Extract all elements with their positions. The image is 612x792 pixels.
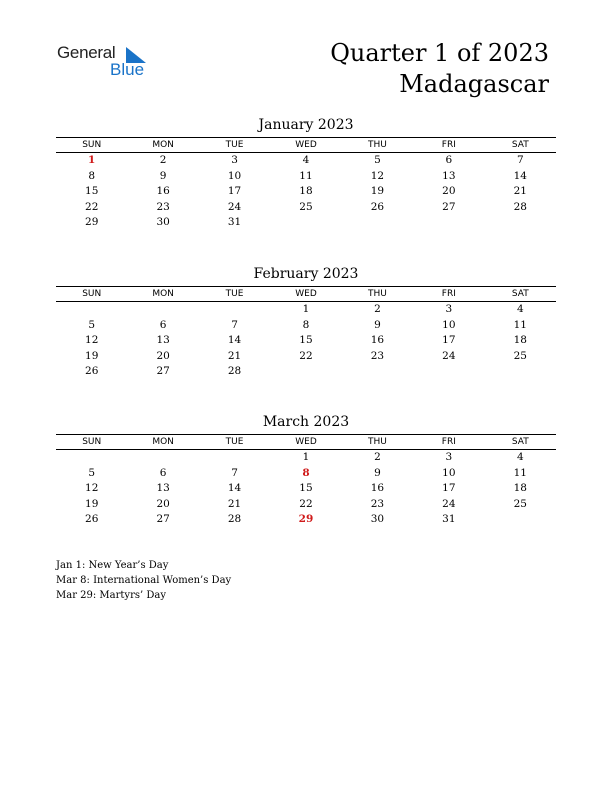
empty-day-cell [270, 215, 341, 231]
month-title: January 2023 [258, 117, 354, 133]
calendar-grid [56, 286, 556, 380]
day-cell: 13 [156, 334, 170, 346]
weekday-label-wed: WED [295, 140, 317, 150]
week-row [56, 364, 556, 380]
day-cell: 5 [88, 466, 96, 479]
day-cell: 17 [442, 482, 456, 494]
month-february [56, 265, 556, 380]
holiday-note: Mar 8: International Women’s Day [56, 575, 232, 586]
day-cell: 7 [231, 318, 238, 331]
weekday-label-sat: SAT [511, 289, 529, 299]
weeks-container [56, 302, 556, 380]
weekday-label-mon: MON [152, 289, 174, 299]
weekday-label-mon: MON [152, 140, 174, 150]
weekday-label-tue: TUE [225, 437, 244, 447]
day-cell: 17 [227, 185, 242, 197]
week-row [56, 349, 556, 365]
logo-text-general: General [57, 43, 116, 62]
weekday-label-fri: FRI [441, 289, 456, 299]
calendar-grid [56, 434, 556, 528]
month-title: February 2023 [253, 266, 359, 282]
day-cell: 9 [374, 318, 381, 331]
day-cell: 6 [445, 154, 453, 166]
day-cell: 9 [374, 466, 381, 479]
day-cell: 24 [442, 497, 456, 510]
day-cell: 3 [231, 154, 238, 166]
week-row [56, 200, 556, 216]
week-row [56, 466, 556, 482]
holiday-note: Mar 29: Martyrs’ Day [56, 590, 166, 601]
day-cell: 21 [227, 497, 242, 510]
holiday-day-cell: 8 [302, 466, 310, 479]
day-cell: 8 [302, 318, 310, 331]
day-cell: 23 [156, 200, 170, 213]
day-cell: 18 [513, 334, 527, 346]
day-cell: 20 [156, 349, 170, 362]
week-row [56, 169, 556, 185]
day-cell: 16 [156, 185, 170, 197]
weekday-header [56, 287, 556, 302]
weekday-label-sat: SAT [511, 140, 529, 150]
day-cell: 23 [370, 497, 385, 510]
day-cell: 13 [442, 169, 456, 182]
week-row [56, 512, 556, 528]
page-title [330, 38, 549, 100]
weekday-label-thu: THU [367, 140, 387, 150]
day-cell: 26 [85, 513, 99, 525]
logo-text-blue: Blue [110, 60, 145, 79]
day-cell: 16 [370, 482, 385, 494]
empty-day-cell [56, 450, 127, 466]
week-row [56, 333, 556, 349]
weeks-container [56, 153, 556, 231]
holiday-day-cell: 29 [298, 513, 314, 525]
day-cell: 27 [442, 200, 456, 213]
day-cell: 24 [442, 349, 456, 362]
day-cell: 5 [88, 318, 96, 331]
day-cell: 8 [88, 169, 96, 182]
day-cell: 16 [370, 334, 385, 346]
week-row [56, 184, 556, 200]
month-march [56, 413, 556, 528]
title-quarter: Quarter 1 of 2023 [330, 39, 549, 67]
day-cell: 4 [302, 154, 310, 166]
month-title: March 2023 [262, 414, 350, 430]
day-cell: 25 [299, 200, 313, 213]
week-row [56, 153, 556, 169]
day-cell: 13 [156, 482, 170, 494]
day-cell: 24 [227, 200, 242, 213]
day-cell: 20 [156, 497, 170, 510]
title-country: Madagascar [399, 70, 549, 98]
weekday-label-thu: THU [367, 437, 387, 447]
empty-day-cell [199, 450, 270, 466]
empty-day-cell [342, 364, 413, 380]
weekday-label-wed: WED [295, 289, 317, 299]
day-cell: 21 [227, 349, 242, 362]
day-cell: 2 [159, 154, 167, 166]
day-cell: 14 [227, 482, 242, 494]
day-cell: 22 [85, 200, 99, 213]
empty-day-cell [413, 215, 484, 231]
empty-day-cell [56, 302, 127, 318]
empty-day-cell [413, 364, 484, 380]
day-cell: 29 [85, 216, 99, 228]
day-cell: 3 [445, 303, 453, 315]
weekday-header [56, 138, 556, 153]
day-cell: 11 [513, 466, 527, 479]
day-cell: 1 [302, 303, 310, 315]
day-cell: 12 [85, 334, 99, 346]
weekday-label-mon: MON [152, 437, 174, 447]
day-cell: 22 [299, 349, 313, 362]
day-cell: 25 [513, 497, 527, 510]
day-cell: 15 [85, 185, 99, 197]
day-cell: 25 [513, 349, 527, 362]
empty-day-cell [270, 364, 341, 380]
day-cell: 31 [442, 513, 456, 525]
day-cell: 7 [231, 466, 238, 479]
weekday-label-sun: SUN [82, 289, 102, 299]
day-cell: 4 [516, 451, 524, 463]
generalblue-logo [57, 43, 157, 83]
day-cell: 21 [513, 185, 527, 197]
day-cell: 15 [299, 482, 313, 494]
weekday-label-fri: FRI [441, 437, 456, 447]
day-cell: 11 [299, 169, 313, 182]
day-cell: 26 [85, 365, 99, 377]
week-row [56, 215, 556, 231]
day-cell: 20 [442, 185, 456, 197]
week-row [56, 497, 556, 513]
weeks-container [56, 450, 556, 528]
day-cell: 10 [227, 169, 242, 182]
empty-day-cell [127, 450, 198, 466]
empty-day-cell [199, 302, 270, 318]
day-cell: 26 [370, 200, 385, 213]
day-cell: 19 [85, 497, 99, 510]
weekday-label-fri: FRI [441, 140, 456, 150]
day-cell: 17 [442, 334, 456, 346]
day-cell: 6 [159, 318, 167, 331]
weekday-label-wed: WED [295, 437, 317, 447]
day-cell: 28 [513, 200, 527, 213]
weekday-label-sat: SAT [511, 437, 529, 447]
day-cell: 19 [85, 349, 99, 362]
day-cell: 4 [516, 303, 524, 315]
empty-day-cell [485, 512, 556, 528]
day-cell: 10 [442, 318, 456, 331]
weekday-label-sun: SUN [82, 140, 102, 150]
day-cell: 12 [370, 169, 385, 182]
day-cell: 1 [302, 451, 310, 463]
day-cell: 15 [299, 334, 313, 346]
day-cell: 27 [156, 365, 170, 377]
day-cell: 6 [159, 466, 167, 479]
day-cell: 2 [374, 303, 381, 315]
day-cell: 11 [513, 318, 527, 331]
day-cell: 19 [370, 185, 385, 197]
week-row [56, 450, 556, 466]
holiday-notes [56, 558, 231, 603]
weekday-label-tue: TUE [225, 140, 244, 150]
day-cell: 27 [156, 513, 170, 525]
day-cell: 10 [442, 466, 456, 479]
week-row [56, 481, 556, 497]
calendar-grid [56, 137, 556, 231]
day-cell: 30 [370, 513, 385, 525]
week-row [56, 302, 556, 318]
weekday-label-sun: SUN [82, 437, 102, 447]
holiday-note: Jan 1: New Year’s Day [56, 560, 169, 571]
day-cell: 3 [445, 451, 453, 463]
day-cell: 14 [513, 169, 527, 182]
day-cell: 23 [370, 349, 385, 362]
day-cell: 18 [513, 482, 527, 494]
day-cell: 7 [516, 154, 524, 166]
day-cell: 22 [299, 497, 313, 510]
day-cell: 14 [227, 334, 242, 346]
weekday-label-tue: TUE [225, 289, 244, 299]
day-cell: 5 [374, 154, 381, 166]
weekday-label-thu: THU [367, 289, 387, 299]
day-cell: 31 [227, 216, 242, 228]
holiday-day-cell: 1 [88, 154, 96, 166]
day-cell: 30 [156, 216, 170, 228]
empty-day-cell [342, 215, 413, 231]
day-cell: 18 [299, 185, 313, 197]
empty-day-cell [485, 364, 556, 380]
month-january [56, 116, 556, 231]
day-cell: 2 [374, 451, 381, 463]
empty-day-cell [127, 302, 198, 318]
day-cell: 9 [159, 169, 167, 182]
week-row [56, 318, 556, 334]
empty-day-cell [485, 215, 556, 231]
weekday-header [56, 435, 556, 450]
day-cell: 28 [227, 513, 242, 525]
day-cell: 12 [85, 482, 99, 494]
day-cell: 28 [227, 365, 242, 377]
